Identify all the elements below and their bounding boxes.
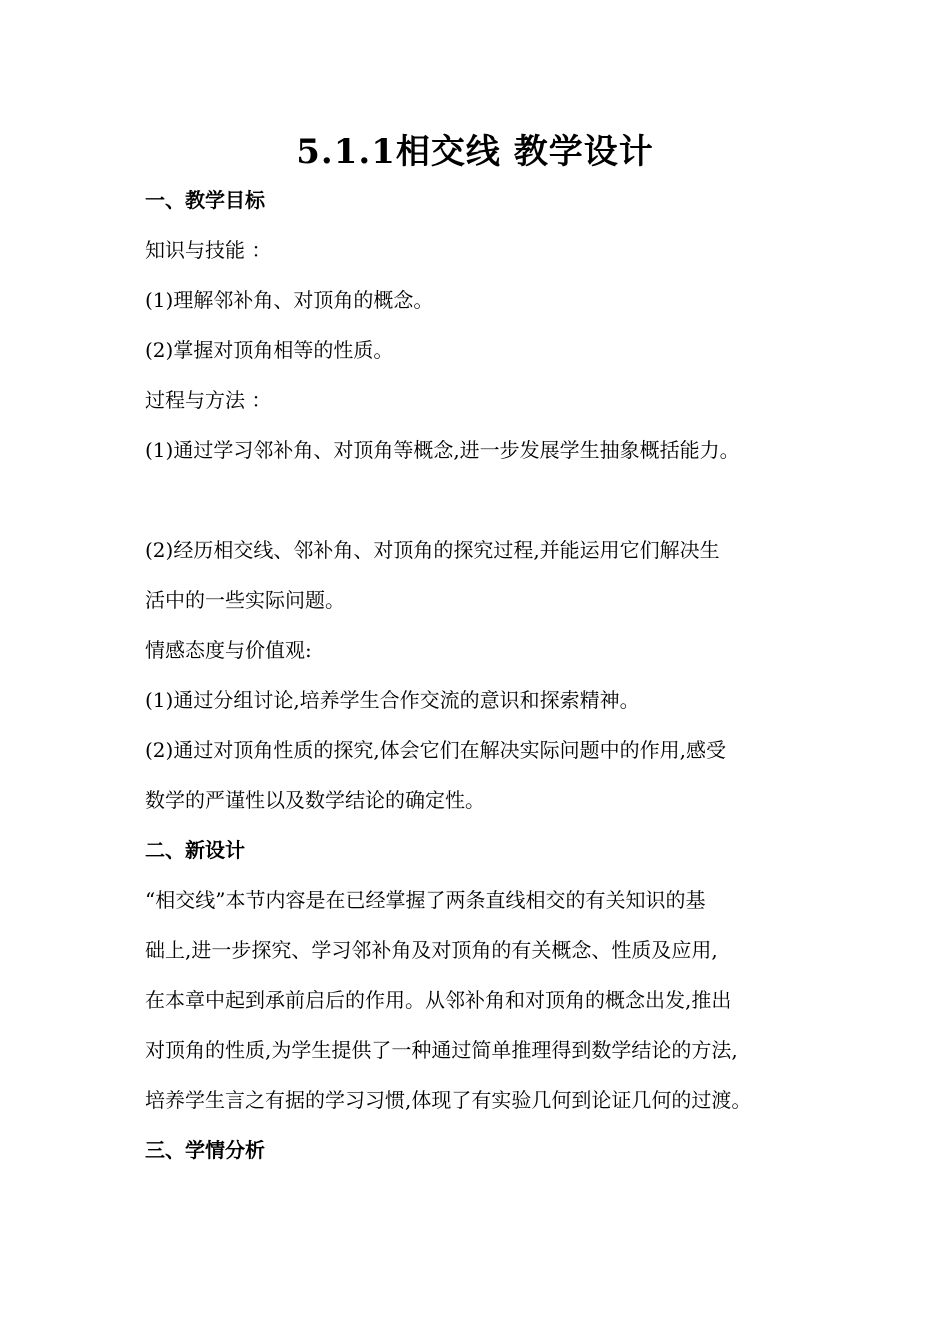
paragraph-line: 在本章中起到承前启后的作用。从邻补角和对顶角的概念出发,推出 (145, 988, 732, 1012)
document-title: 5.1.1相交线 教学设计 (296, 132, 654, 172)
paragraph-line: (2)通过对顶角性质的探究,体会它们在解决实际问题中的作用,感受 (145, 738, 727, 762)
section-heading-objectives: 一、教学目标 (145, 188, 265, 212)
paragraph-line: (2)经历相交线、邻补角、对顶角的探究过程,并能运用它们解决生 (145, 538, 720, 562)
section-heading-student-analysis: 三、学情分析 (145, 1138, 265, 1162)
paragraph-line: 数学的严谨性以及数学结论的确定性。 (145, 788, 485, 812)
paragraph-line: 活中的一些实际问题。 (145, 588, 345, 612)
paragraph-line: “相交线”本节内容是在已经掌握了两条直线相交的有关知识的基 (145, 888, 706, 912)
subheading-process-methods: 过程与方法 ： (145, 388, 272, 412)
section-heading-design: 二、新设计 (145, 838, 245, 862)
paragraph-line: (1)通过分组讨论,培养学生合作交流的意识和探索精神。 (145, 688, 640, 712)
paragraph-line: (1)通过学习邻补角、对顶角等概念,进一步发展学生抽象概括能力。 (145, 438, 740, 462)
paragraph-line: (2)掌握对顶角相等的性质。 (145, 338, 394, 362)
subheading-knowledge-skills: 知识与技能 ： (145, 238, 272, 262)
paragraph-line: 培养学生言之有据的学习习惯,体现了有实验几何到论证几何的过渡。 (145, 1088, 752, 1112)
paragraph-line: 对顶角的性质,为学生提供了一种通过简单推理得到数学结论的方法, (145, 1038, 738, 1062)
subheading-emotion-values: 情感态度与价值观: (145, 638, 312, 662)
paragraph-line: (1)理解邻补角、对顶角的概念。 (145, 288, 434, 312)
paragraph-line: 础上,进一步探究、学习邻补角及对顶角的有关概念、性质及应用, (145, 938, 718, 962)
